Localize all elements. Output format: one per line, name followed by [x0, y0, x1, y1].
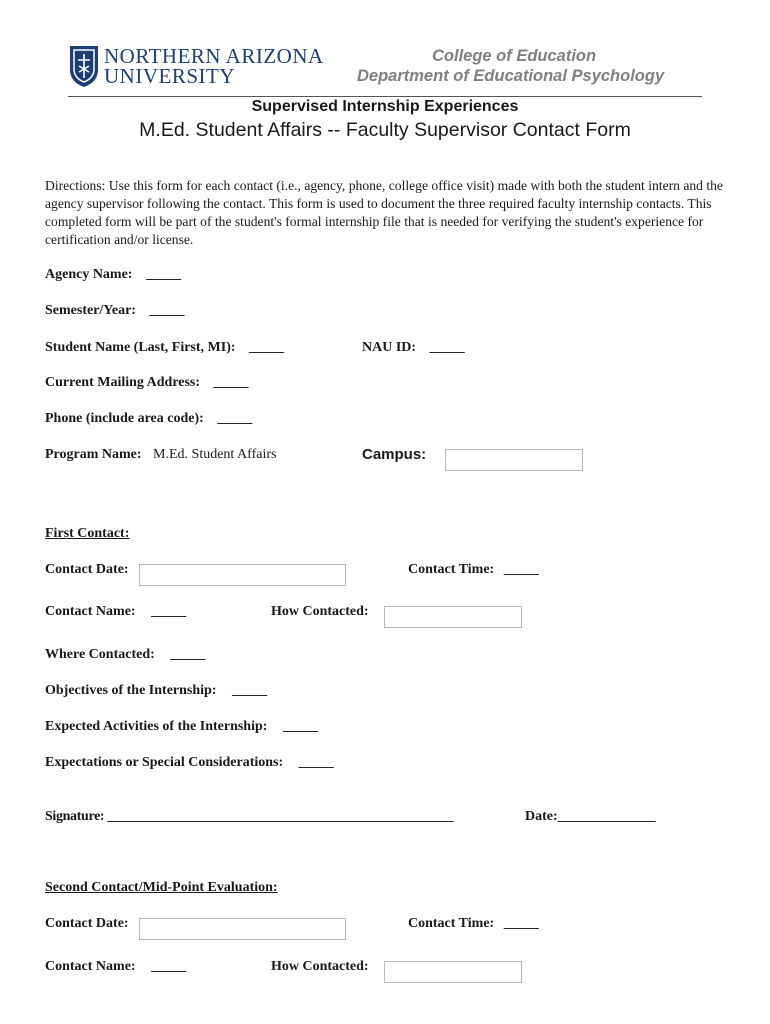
- phone-field: [45, 411, 252, 427]
- nau-id-label: NAU ID:: [362, 340, 417, 355]
- mailing-address-label: Current Mailing Address:: [45, 375, 201, 390]
- second-contact-name-field: [45, 959, 186, 975]
- second-contact-name-blank[interactable]: _____: [151, 959, 187, 974]
- first-contact-time-label: Contact Time:: [408, 562, 495, 577]
- expectations-blank[interactable]: _____: [298, 755, 334, 770]
- second-contact-date-input[interactable]: [139, 918, 346, 940]
- phone-label: Phone (include area code):: [45, 411, 204, 426]
- logo-line-1: NORTHERN ARIZONA: [104, 44, 324, 68]
- first-how-contacted-input[interactable]: [384, 606, 522, 628]
- expectations-label: Expectations or Special Considerations:: [45, 755, 284, 770]
- semester-year-field: [45, 303, 184, 319]
- first-contact-name-label: Contact Name:: [45, 604, 136, 619]
- activities-field: [45, 719, 318, 735]
- nau-shield-icon: [68, 44, 100, 88]
- activities-blank[interactable]: _____: [282, 719, 318, 734]
- agency-name-label: Agency Name:: [45, 267, 133, 282]
- header-rule: [68, 96, 702, 97]
- form-title: M.Ed. Student Affairs -- Faculty Supervisor Contact Form: [139, 119, 631, 141]
- mailing-address-blank[interactable]: _____: [213, 375, 249, 390]
- second-how-contacted-input[interactable]: [384, 961, 522, 983]
- phone-blank[interactable]: _____: [217, 411, 253, 426]
- first-contact-time-blank[interactable]: _____: [503, 562, 539, 577]
- second-contact-name-label: Contact Name:: [45, 959, 136, 974]
- first-contact-date-input[interactable]: [139, 564, 346, 586]
- first-contact-name-field: [45, 604, 186, 620]
- semester-year-label: Semester/Year:: [45, 303, 136, 318]
- second-contact-heading: Second Contact/Mid-Point Evaluation:: [45, 880, 278, 895]
- program-name-label: Program Name:: [45, 447, 142, 462]
- where-contacted-blank[interactable]: _____: [170, 647, 206, 662]
- college-name: College of Education: [432, 47, 597, 65]
- first-contact-heading: First Contact:: [45, 526, 130, 541]
- program-name-field: [45, 447, 276, 463]
- nau-id-blank[interactable]: _____: [429, 340, 465, 355]
- second-contact-time-label: Contact Time:: [408, 916, 495, 931]
- activities-label: Expected Activities of the Internship:: [45, 719, 268, 734]
- student-name-label: Student Name (Last, First, MI):: [45, 340, 236, 355]
- date-line[interactable]: Date:______________: [525, 809, 656, 824]
- first-contact-date-label: Contact Date:: [45, 562, 129, 577]
- student-name-blank[interactable]: _____: [249, 340, 285, 355]
- nau-id-field: [362, 340, 465, 356]
- campus-input[interactable]: [445, 449, 583, 471]
- objectives-label: Objectives of the Internship:: [45, 683, 217, 698]
- second-contact-time-field: [408, 916, 539, 932]
- where-contacted-label: Where Contacted:: [45, 647, 155, 662]
- first-how-contacted-label: How Contacted:: [271, 604, 369, 619]
- department-name: Department of Educational Psychology: [357, 67, 665, 85]
- directions-text: Directions: Use this form for each contact (i.e., agency, phone, college office visit) made with both the student intern and the agency supervisor following the contact. This form is used to document the three required faculty internship contacts. This completed form will be part of the student's formal internship file that is needed for verifying the student's experience for certification and/or license.: [45, 178, 723, 247]
- where-contacted-field: [45, 647, 205, 663]
- logo-line-2: UNIVERSITY: [104, 64, 235, 88]
- signature-line[interactable]: Signature: ____________________________________________________: [45, 809, 454, 824]
- agency-name-blank[interactable]: _____: [145, 267, 181, 282]
- program-name-value: M.Ed. Student Affairs: [153, 447, 277, 462]
- objectives-blank[interactable]: _____: [232, 683, 267, 698]
- second-how-contacted-label: How Contacted:: [271, 959, 369, 974]
- campus-label: Campus:: [362, 446, 427, 463]
- nau-logo: [68, 44, 348, 90]
- objectives-field: [45, 683, 267, 699]
- first-contact-time-field: [408, 562, 539, 578]
- mailing-address-field: [45, 375, 249, 391]
- form-subtitle: Supervised Internship Experiences: [251, 98, 519, 115]
- semester-year-blank[interactable]: _____: [149, 303, 185, 318]
- agency-name-field: [45, 267, 181, 283]
- student-name-field: [45, 340, 284, 356]
- second-contact-date-label: Contact Date:: [45, 916, 129, 931]
- expectations-field: [45, 755, 334, 771]
- second-contact-time-blank[interactable]: _____: [503, 916, 539, 931]
- first-contact-name-blank[interactable]: _____: [151, 604, 187, 619]
